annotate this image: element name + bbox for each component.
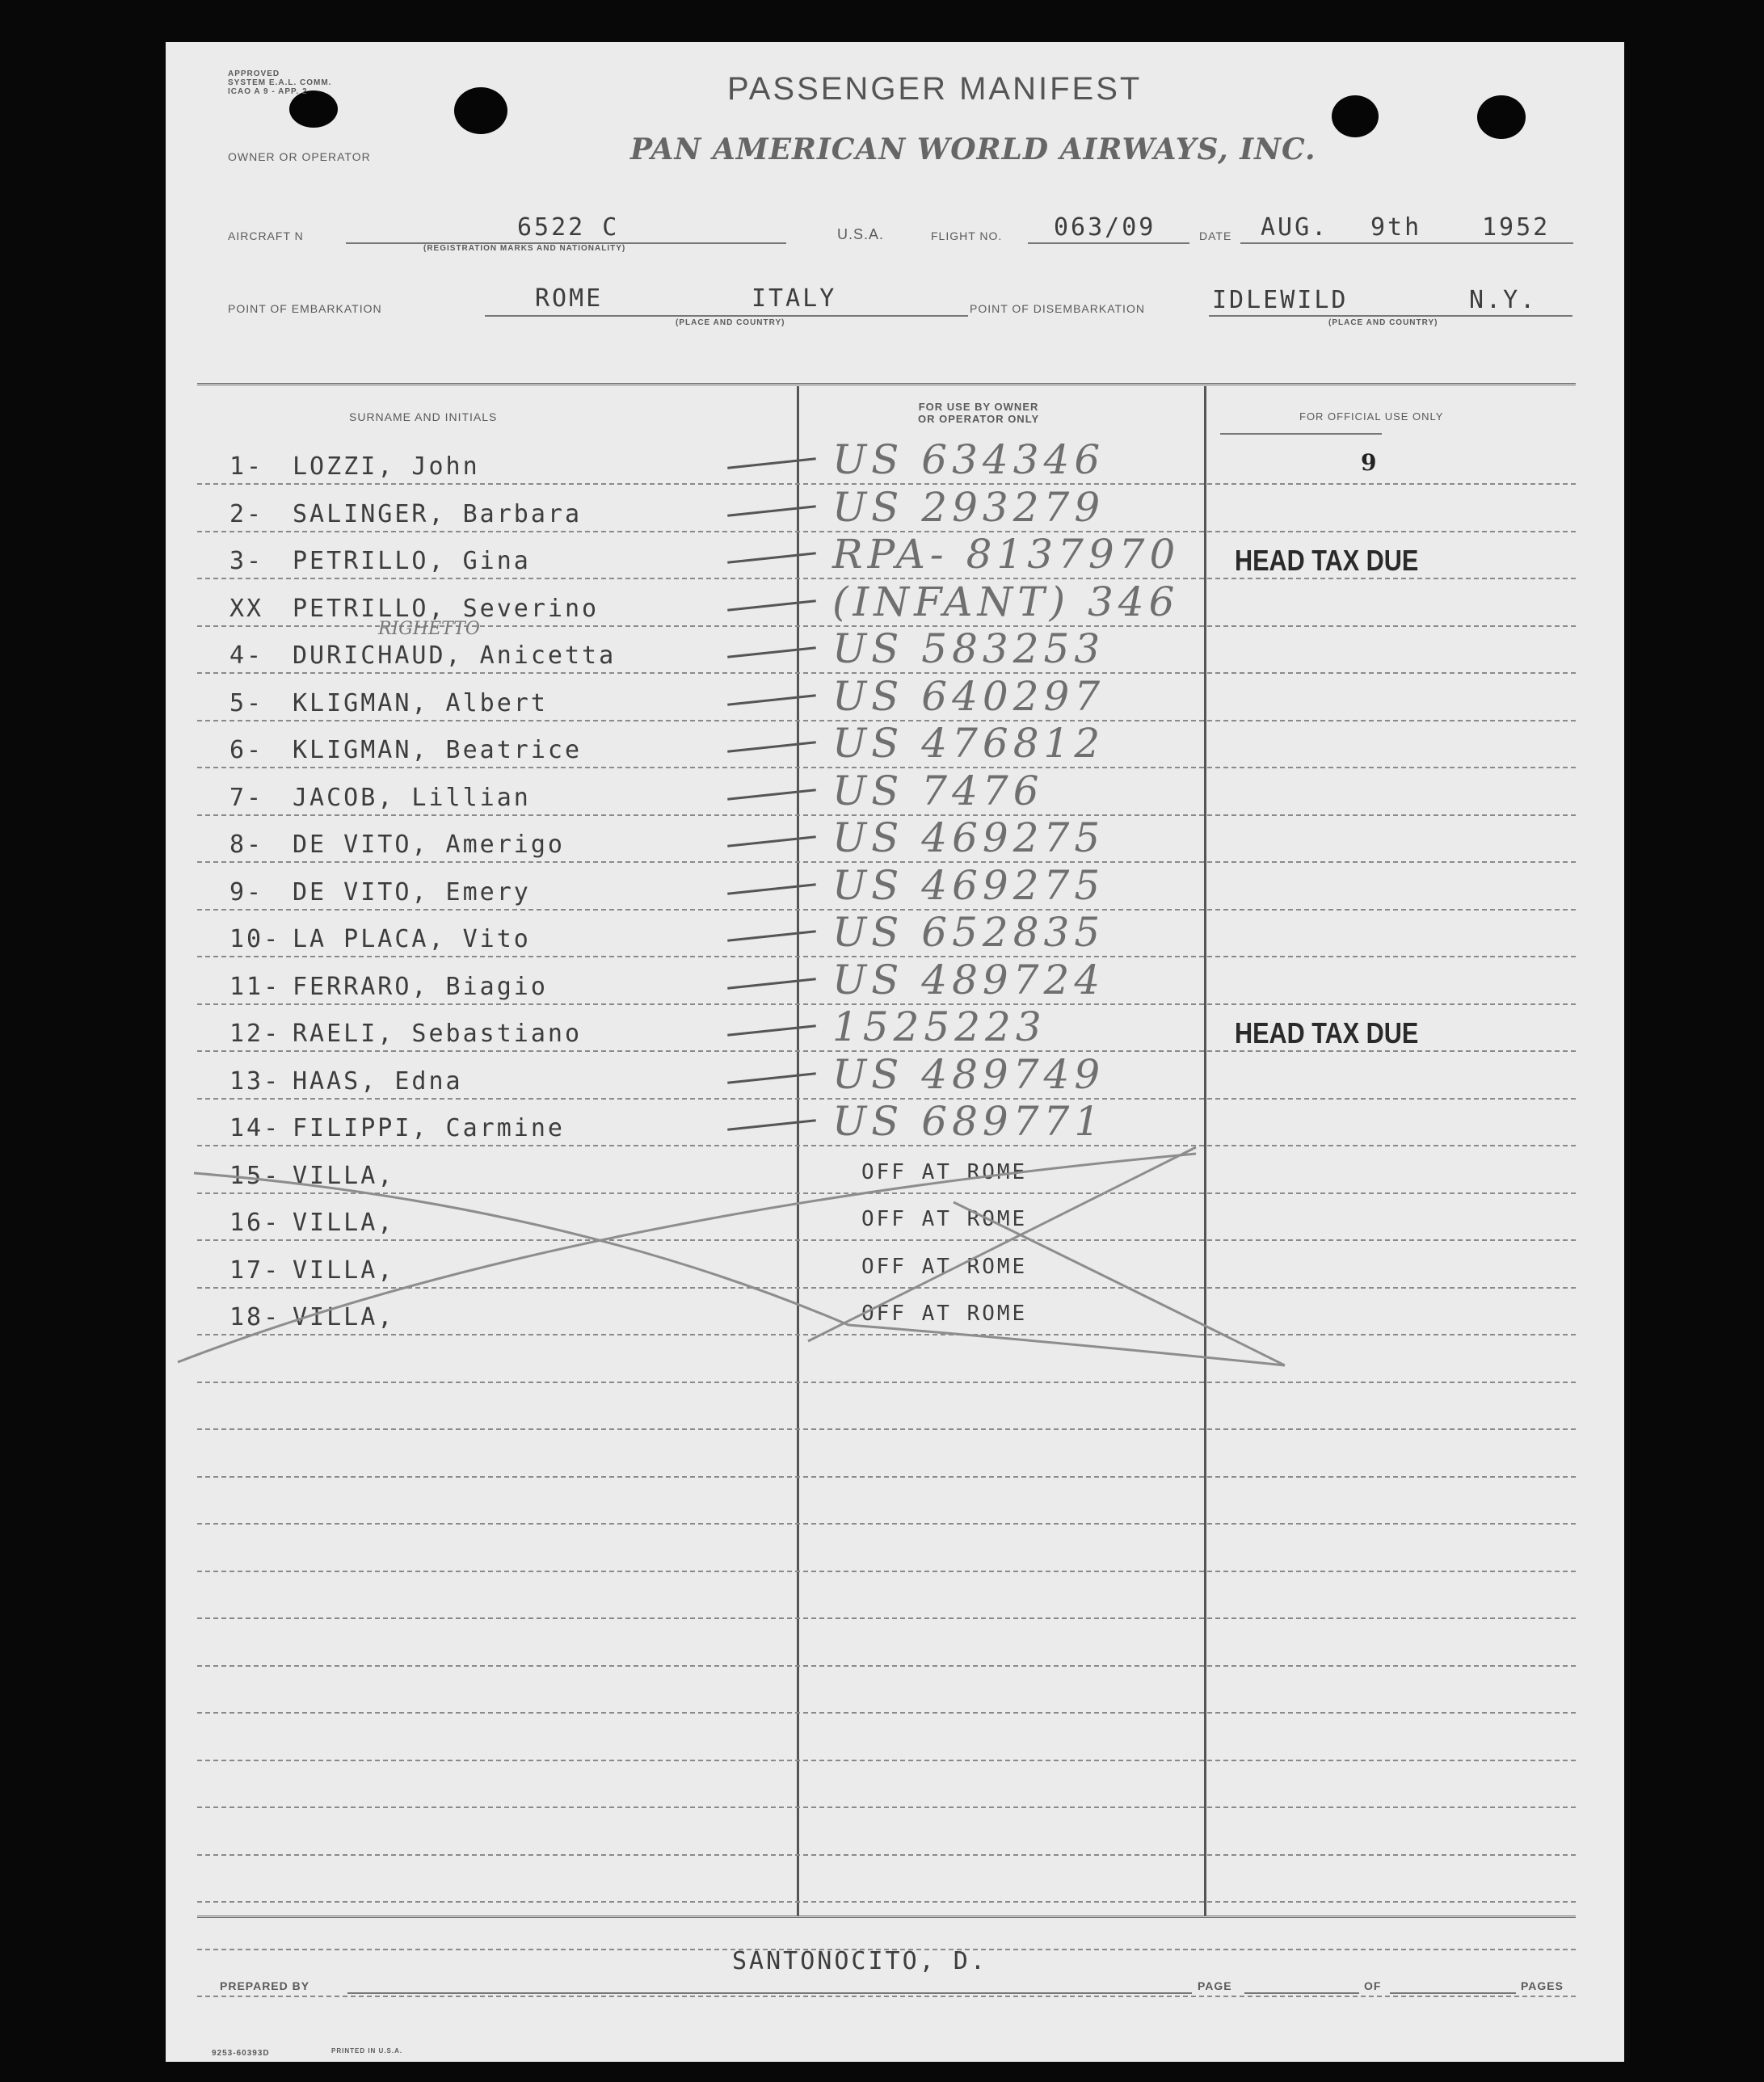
passenger-number: 4-: [229, 641, 264, 670]
passenger-number: 16-: [229, 1209, 281, 1237]
owner-operator-label: OWNER OR OPERATOR: [228, 150, 371, 163]
flight-label: FLIGHT NO.: [931, 229, 1003, 242]
passenger-name: JACOB, Lillian: [293, 784, 531, 812]
passenger-number: 6-: [229, 736, 264, 764]
passenger-number: 11-: [229, 973, 281, 1001]
date-month: AUG.: [1261, 213, 1329, 242]
embarkation-country: ITALY: [751, 284, 837, 313]
passenger-name: LOZZI, John: [293, 452, 480, 481]
passenger-number: 8-: [229, 831, 264, 859]
disembarkation-state: N.Y.: [1469, 286, 1538, 314]
passport-number: OFF AT ROME: [861, 1160, 1028, 1184]
embarkation-label: POINT OF EMBARKATION: [228, 302, 382, 315]
passport-number: US 469275: [832, 862, 1105, 909]
passenger-name: FILIPPI, Carmine: [293, 1114, 565, 1142]
date-label: DATE: [1199, 229, 1232, 242]
passport-number: OFF AT ROME: [861, 1207, 1028, 1231]
pages-label: PAGES: [1521, 1979, 1564, 1992]
head-tax-stamp: HEAD TAX DUE: [1235, 544, 1419, 577]
column-header-official: FOR OFFICIAL USE ONLY: [1299, 410, 1444, 423]
flight-number: 063/09: [1054, 213, 1156, 242]
approval-line: SYSTEM E.A.L. COMM.: [228, 78, 332, 87]
passport-number: US 652835: [832, 909, 1105, 956]
passport-number: US 7476: [832, 768, 1044, 814]
passport-number: US 293279: [832, 484, 1105, 531]
place-note: (PLACE AND COUNTRY): [676, 318, 785, 327]
prepared-by-label: PREPARED BY: [220, 1979, 310, 1992]
passport-number: US 476812: [832, 720, 1105, 767]
disembarkation-label: POINT OF DISEMBARKATION: [970, 302, 1145, 315]
approval-line: ICAO A 9 - APP. 2: [228, 87, 308, 96]
passenger-name: PETRILLO, Gina: [293, 547, 531, 575]
owner-use-line: FOR USE BY OWNER: [918, 401, 1039, 413]
passenger-number: 14-: [229, 1114, 281, 1142]
date-year: 1952: [1482, 213, 1551, 242]
passport-number: OFF AT ROME: [861, 1302, 1028, 1326]
head-tax-stamp: HEAD TAX DUE: [1235, 1016, 1419, 1049]
passenger-number: 13-: [229, 1067, 281, 1096]
passport-number: RPA- 8137970: [832, 531, 1181, 578]
passenger-number: 9-: [229, 878, 264, 906]
passenger-name: VILLA,: [293, 1256, 395, 1285]
usa-label: U.S.A.: [837, 226, 885, 242]
column-header-surname: SURNAME AND INITIALS: [349, 410, 498, 423]
approval-line: APPROVED: [228, 69, 280, 78]
passenger-name: FERRARO, Biagio: [293, 973, 548, 1001]
passenger-name: LA PLACA, Vito: [293, 925, 531, 953]
passport-number: US 689771: [832, 1098, 1105, 1145]
passport-number: US 640297: [832, 673, 1105, 720]
passenger-number: 15-: [229, 1162, 281, 1190]
date-day: 9th: [1370, 213, 1422, 242]
passenger-name: KLIGMAN, Albert: [293, 689, 548, 717]
passenger-number: 7-: [229, 784, 264, 812]
prepared-by-value: SANTONOCITO, D.: [732, 1947, 987, 1975]
passenger-number: 5-: [229, 689, 264, 717]
registration-note: (REGISTRATION MARKS AND NATIONALITY): [423, 244, 626, 253]
passenger-number: 10-: [229, 925, 281, 953]
passenger-name: RAELI, Sebastiano: [293, 1020, 583, 1048]
passport-number: (INFANT) 346: [832, 578, 1180, 625]
passenger-name: DE VITO, Emery: [293, 878, 531, 906]
aircraft-registration: 6522 C: [517, 213, 620, 242]
passenger-number: 3-: [229, 547, 264, 575]
passport-number: 1525223: [832, 1003, 1046, 1050]
passport-number: US 634346: [832, 436, 1105, 483]
passenger-name: VILLA,: [293, 1162, 395, 1190]
passport-number: US 583253: [832, 625, 1105, 672]
form-code: 9253-60393D: [212, 2049, 270, 2058]
form-title: PASSENGER MANIFEST: [727, 71, 1143, 107]
passenger-name: HAAS, Edna: [293, 1067, 463, 1096]
disembarkation-city: IDLEWILD: [1212, 286, 1349, 314]
passenger-name: SALINGER, Barbara: [293, 500, 583, 528]
passenger-name: DURICHAUD, Anicetta: [293, 641, 617, 670]
passenger-number: 12-: [229, 1020, 281, 1048]
airline-name: PAN AMERICAN WORLD AIRWAYS, INC.: [630, 132, 1316, 166]
name-correction: RIGHETTO: [378, 619, 480, 639]
passenger-name: VILLA,: [293, 1209, 395, 1237]
passenger-name: PETRILLO, Severino: [293, 595, 600, 623]
embarkation-city: ROME: [535, 284, 604, 313]
passport-number: OFF AT ROME: [861, 1255, 1028, 1279]
passport-number: US 489749: [832, 1051, 1105, 1098]
passenger-number: 1-: [229, 452, 264, 481]
owner-use-line: OR OPERATOR ONLY: [918, 413, 1040, 425]
official-count: 9: [1361, 449, 1377, 476]
place-note: (PLACE AND COUNTRY): [1328, 318, 1438, 327]
passenger-name: DE VITO, Amerigo: [293, 831, 565, 859]
page-label: PAGE: [1198, 1979, 1232, 1992]
passport-number: US 469275: [832, 814, 1105, 861]
passenger-name: VILLA,: [293, 1303, 395, 1331]
passport-number: US 489724: [832, 957, 1105, 1003]
passenger-number: 18-: [229, 1303, 281, 1331]
of-label: OF: [1364, 1979, 1382, 1992]
passenger-name: KLIGMAN, Beatrice: [293, 736, 583, 764]
printed-mark: PRINTED IN U.S.A.: [331, 2047, 403, 2055]
passenger-number: 17-: [229, 1256, 281, 1285]
passenger-number: 2-: [229, 500, 264, 528]
passenger-number: XX: [229, 595, 264, 623]
aircraft-label: AIRCRAFT N: [228, 229, 304, 242]
